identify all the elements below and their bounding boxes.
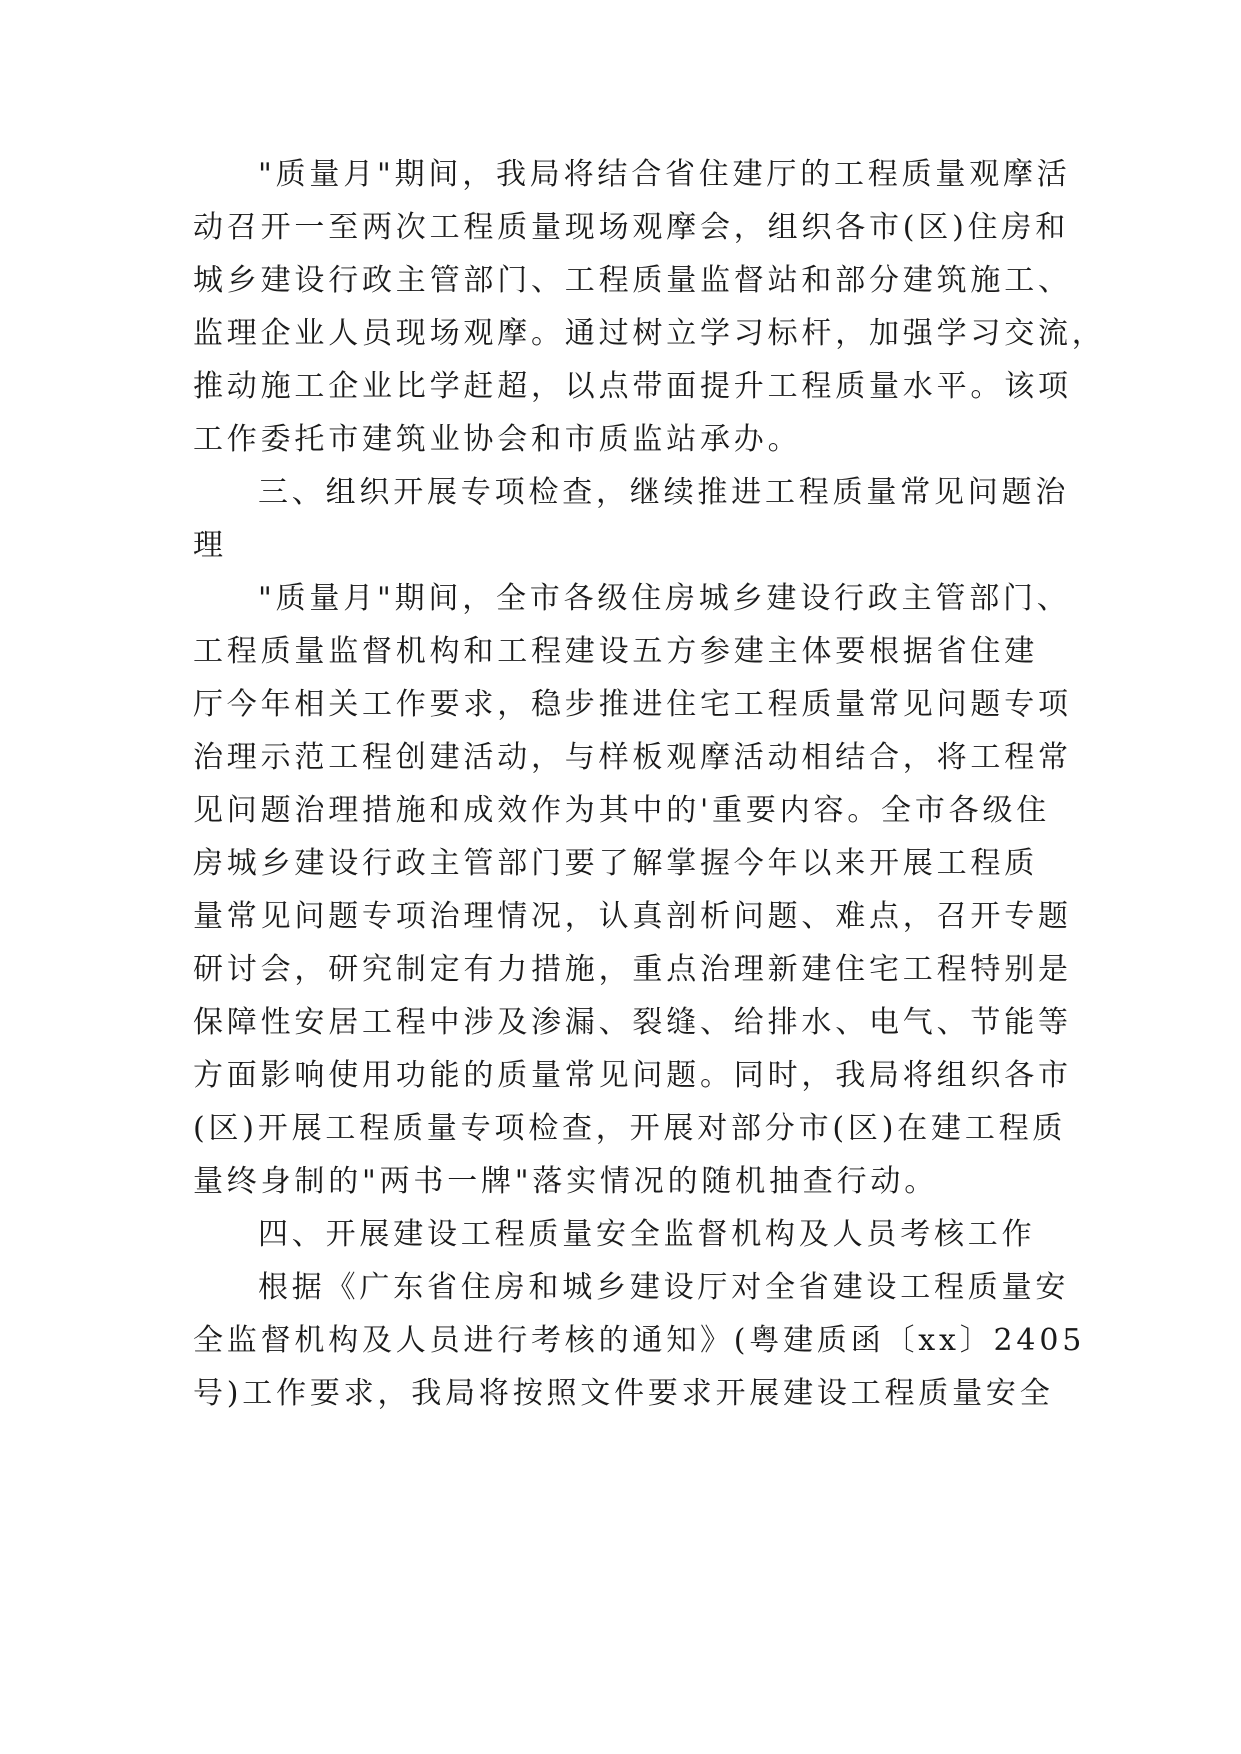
paragraph-line: 动召开一至两次工程质量现场观摩会，组织各市(区)住房和 bbox=[193, 210, 1070, 245]
paragraph-line: 厅今年相关工作要求，稳步推进住宅工程质量常见问题专项 bbox=[193, 687, 1072, 722]
paragraph-line: "质量月"期间，我局将结合省住建厅的工程质量观摩活 bbox=[258, 157, 1071, 192]
paragraph-line: 城乡建设行政主管部门、工程质量监督站和部分建筑施工、 bbox=[193, 263, 1072, 298]
paragraph-line: 见问题治理措施和成效作为其中的'重要内容。全市各级住 bbox=[193, 793, 1051, 828]
section-heading-line: 四、开展建设工程质量安全监督机构及人员考核工作 bbox=[258, 1217, 1036, 1252]
paragraph-line: 推动施工企业比学赶超，以点带面提升工程质量水平。该项 bbox=[193, 369, 1072, 404]
paragraph-line: 量终身制的"两书一牌"落实情况的随机抽查行动。 bbox=[193, 1164, 938, 1199]
paragraph-line: (区)开展工程质量专项检查，开展对部分市(区)在建工程质 bbox=[193, 1111, 1067, 1146]
paragraph-line: 全监督机构及人员进行考核的通知》(粤建质函〔xx〕2405 bbox=[193, 1323, 1086, 1358]
paragraph-line: 量常见问题专项治理情况，认真剖析问题、难点，召开专题 bbox=[193, 899, 1072, 934]
paragraph-line: 方面影响使用功能的质量常见问题。同时，我局将组织各市 bbox=[193, 1058, 1072, 1093]
paragraph-line: 保障性安居工程中涉及渗漏、裂缝、给排水、电气、节能等 bbox=[193, 1005, 1072, 1040]
paragraph-line: 工程质量监督机构和工程建设五方参建主体要根据省住建 bbox=[193, 634, 1038, 669]
paragraph-line: 治理示范工程创建活动，与样板观摩活动相结合，将工程常 bbox=[193, 740, 1072, 775]
section-heading-line: 三、组织开展专项检查，继续推进工程质量常见问题治 bbox=[258, 475, 1070, 510]
paragraph-line: 房城乡建设行政主管部门要了解掌握今年以来开展工程质 bbox=[193, 846, 1038, 881]
section-heading-line: 理 bbox=[193, 528, 227, 563]
paragraph-line: 监理企业人员现场观摩。通过树立学习标杆，加强学习交流， bbox=[193, 316, 1106, 351]
paragraph-line: 号)工作要求，我局将按照文件要求开展建设工程质量安全 bbox=[193, 1376, 1054, 1411]
paragraph-line: 研讨会，研究制定有力措施，重点治理新建住宅工程特别是 bbox=[193, 952, 1072, 987]
paragraph-line: 工作委托市建筑业协会和市质监站承办。 bbox=[193, 422, 802, 457]
paragraph-line: 根据《广东省住房和城乡建设厅对全省建设工程质量安 bbox=[258, 1270, 1070, 1305]
paragraph-line: "质量月"期间，全市各级住房城乡建设行政主管部门、 bbox=[258, 581, 1071, 616]
